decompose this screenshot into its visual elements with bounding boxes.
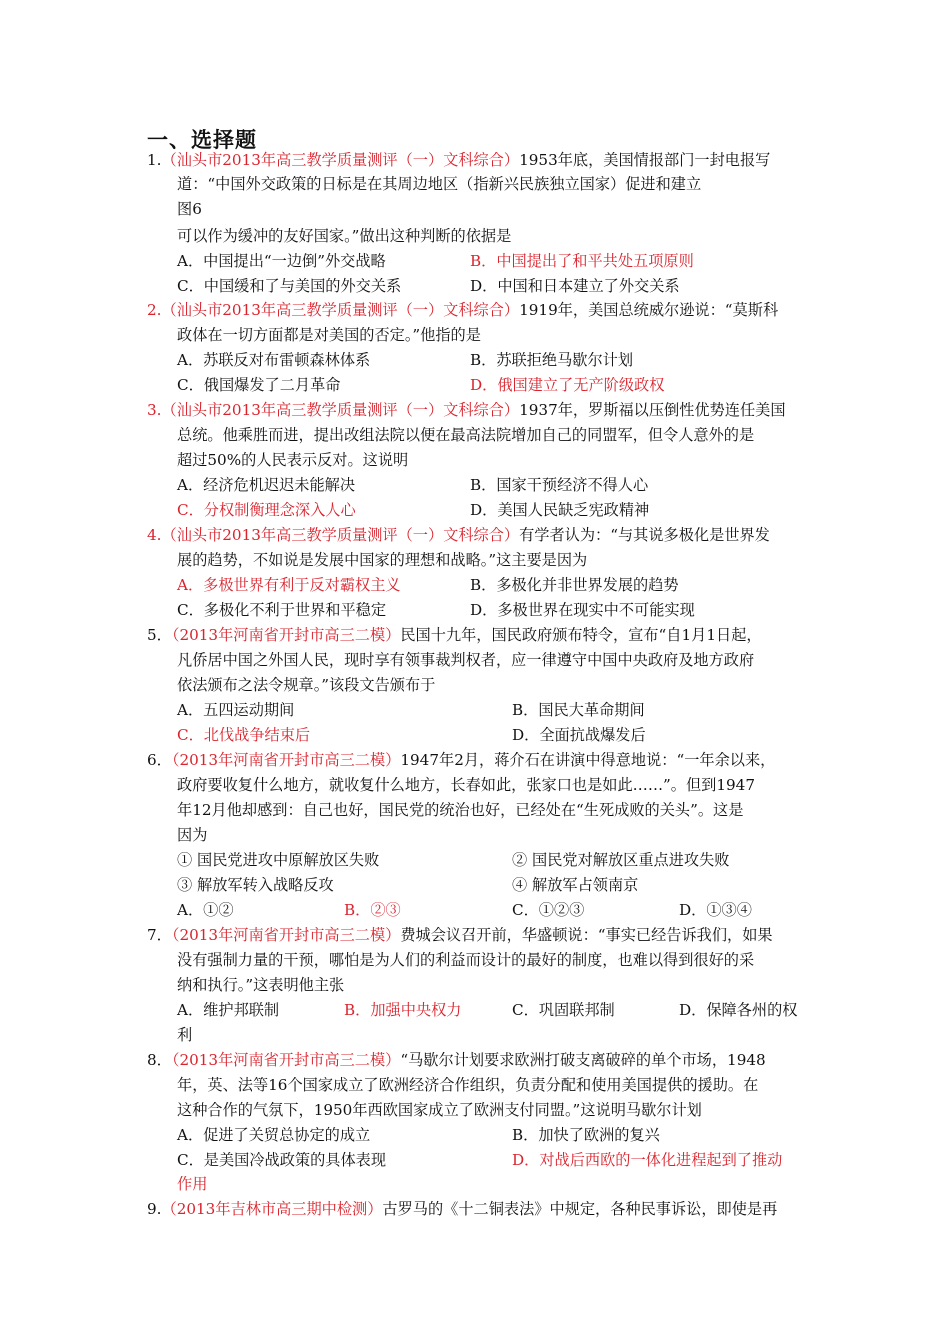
option-d-answer: D．俄国建立了无产阶级政权	[470, 376, 665, 394]
option-b-answer: B．加强中央权力	[344, 1001, 462, 1019]
option-b: B．国家干预经济不得人心	[470, 476, 649, 494]
option-a-answer: A．多极世界有利于反对霸权主义	[177, 576, 401, 594]
question-1-line-2: 道：“中国外交政策的日标是在其周边地区（指新兴民族独立国家）促进和建立	[177, 175, 702, 193]
option-d-answer: D．对战后西欧的一体化进程起到了推动	[512, 1151, 783, 1169]
question-7-line-1: 7．（2013年河南省开封市高三二模）费城会议召开前，华盛顿说：“事实已经告诉我们，如果	[147, 926, 773, 944]
question-6-line-3: 年12月他却感到：自己也好，国民党的统治也好，已经处在“生死成败的关头”。这是	[177, 801, 744, 819]
question-8-line-2: 年，英、法等16个国家成立了欧洲经济合作组织，负责分配和使用美国提供的援助。在	[177, 1076, 759, 1094]
question-source: （2013年河南省开封市高三二模）	[171, 1051, 401, 1069]
question-6-line-4: 因为	[177, 826, 208, 844]
option-c: C．俄国爆发了二月革命	[177, 376, 341, 394]
option-d: D．美国人民缺乏宪政精神	[470, 501, 650, 519]
question-number: 8．	[147, 1051, 172, 1069]
question-7-line-2: 没有强制力量的干预，哪怕是为人们的利益而设计的最好的制度，也难以得到很好的采	[177, 951, 755, 969]
question-6-line-1: 6．（2013年河南省开封市高三二模）1947年2月，蒋介石在讲演中得意地说：“一年余以来，	[147, 751, 776, 769]
statement-2: ② 国民党对解放区重点进攻失败	[512, 851, 730, 869]
question-3-line-1: 3.（汕头市2013年高三教学质量测评（一）文科综合）1937年，罗斯福以压倒性优势连任美国	[147, 401, 786, 419]
question-8-line-1: 8．（2013年河南省开封市高三二模）“马歇尔计划要求欧洲打破支离破碎的单个市场，1948	[147, 1051, 766, 1069]
option-d: D．①③④	[679, 901, 752, 919]
question-4-line-1: 4.（汕头市2013年高三教学质量测评（一）文科综合）有学者认为：“与其说多极化是世界发	[147, 526, 770, 544]
option-c: C．①②③	[512, 901, 585, 919]
option-a: A．①②	[177, 901, 234, 919]
option-c: C．是美国冷战政策的具体表现	[177, 1151, 387, 1169]
question-number: 5．	[147, 626, 172, 644]
option-b: B．国民大革命期间	[512, 701, 645, 719]
option-d-wrap: 作用	[177, 1175, 208, 1193]
question-8-line-3: 这种合作的气氛下，1950年西欧国家成立了欧洲支付同盟。”这说明马歇尔计划	[177, 1101, 702, 1119]
option-d: D．多极世界在现实中不可能实现	[470, 601, 695, 619]
question-2-line-1: 2.（汕头市2013年高三教学质量测评（一）文科综合）1919年，美国总统威尔逊说：“莫斯科	[147, 301, 779, 319]
question-source: （2013年河南省开封市高三二模）	[171, 626, 401, 644]
statement-4: ④ 解放军占领南京	[512, 876, 639, 894]
figure-label: 图6	[177, 200, 202, 218]
question-number: 3.	[147, 401, 162, 419]
question-4-line-2: 展的趋势，不如说是发展中国家的理想和战略。”这主要是因为	[177, 551, 588, 569]
option-b-answer: B．中国提出了和平共处五项原则	[470, 252, 694, 270]
option-d: D．全面抗战爆发后	[512, 726, 646, 744]
option-b: B．多极化并非世界发展的趋势	[470, 576, 679, 594]
question-9-line-1: 9.（2013年吉林市高三期中检测）古罗马的《十二铜表法》中规定，各种民事诉讼，即使是再	[147, 1200, 778, 1218]
question-source: （汕头市2013年高三教学质量测评（一）文科综合）	[161, 526, 520, 544]
question-7-line-3: 纳和执行。”这表明他主张	[177, 976, 345, 994]
question-source: （汕头市2013年高三教学质量测评（一）文科综合）	[161, 401, 520, 419]
question-source: （汕头市2013年高三教学质量测评（一）文科综合）	[161, 151, 520, 169]
question-source: （2013年吉林市高三期中检测）	[161, 1200, 383, 1218]
option-d-wrap: 利	[177, 1026, 193, 1044]
statement-3: ③ 解放军转入战略反攻	[177, 876, 334, 894]
option-b: B．加快了欧洲的复兴	[512, 1126, 660, 1144]
question-3-line-3: 超过50%的人民表示反对。这说明	[177, 451, 409, 469]
option-c-answer: C．北伐战争结束后	[177, 726, 311, 744]
question-number: 9.	[147, 1200, 162, 1218]
statement-1: ① 国民党进攻中原解放区失败	[177, 851, 380, 869]
option-a: A．苏联反对布雷顿森林体系	[177, 351, 371, 369]
question-5-line-3: 依法颁布之法令规章。”该段文告颁布于	[177, 676, 436, 694]
question-2-line-2: 政体在一切方面都是对美国的否定。”他指的是	[177, 326, 481, 344]
question-1-line-3: 可以作为缓冲的友好国家。”做出这种判断的依据是	[177, 227, 512, 245]
option-b-answer: B．②③	[344, 901, 401, 919]
option-d: D．中国和日本建立了外交关系	[470, 277, 680, 295]
question-5-line-2: 凡侨居中国之外国人民，现时享有领事裁判权者，应一律遵守中国中央政府及地方政府	[177, 651, 755, 669]
question-6-line-2: 政府要收复什么地方，就收复什么地方，长春如此，张家口也是如此……”。但到1947	[177, 776, 755, 794]
option-c: C．多极化不利于世界和平稳定	[177, 601, 387, 619]
question-3-line-2: 总统。他乘胜而进，提出改组法院以便在最高法院增加自己的同盟军，但令人意外的是	[177, 426, 755, 444]
question-source: （2013年河南省开封市高三二模）	[171, 926, 401, 944]
option-a: A．五四运动期间	[177, 701, 295, 719]
question-source: （2013年河南省开封市高三二模）	[171, 751, 401, 769]
question-number: 4.	[147, 526, 162, 544]
section-title: 一、选择题	[147, 128, 257, 152]
option-c: C．巩固联邦制	[512, 1001, 615, 1019]
question-number: 2.	[147, 301, 162, 319]
option-a: A．维护邦联制	[177, 1001, 280, 1019]
option-c: C．中国缓和了与美国的外交关系	[177, 277, 402, 295]
question-number: 1.	[147, 151, 162, 169]
question-number: 7．	[147, 926, 172, 944]
question-source: （汕头市2013年高三教学质量测评（一）文科综合）	[161, 301, 520, 319]
option-c-answer: C．分权制衡理念深入人心	[177, 501, 356, 519]
option-d: D．保障各州的权	[679, 1001, 798, 1019]
option-b: B．苏联拒绝马歇尔计划	[470, 351, 634, 369]
option-a: A．中国提出“一边倒”外交战略	[177, 252, 386, 270]
option-a: A．促进了关贸总协定的成立	[177, 1126, 371, 1144]
question-number: 6．	[147, 751, 172, 769]
question-1-line-1: 1.（汕头市2013年高三教学质量测评（一）文科综合）1953年底，美国情报部门一封电报写	[147, 151, 771, 169]
question-5-line-1: 5．（2013年河南省开封市高三二模）民国十九年，国民政府颁布特令，宣布“自1月1日起，	[147, 626, 762, 644]
option-a: A．经济危机迟迟未能解决	[177, 476, 356, 494]
